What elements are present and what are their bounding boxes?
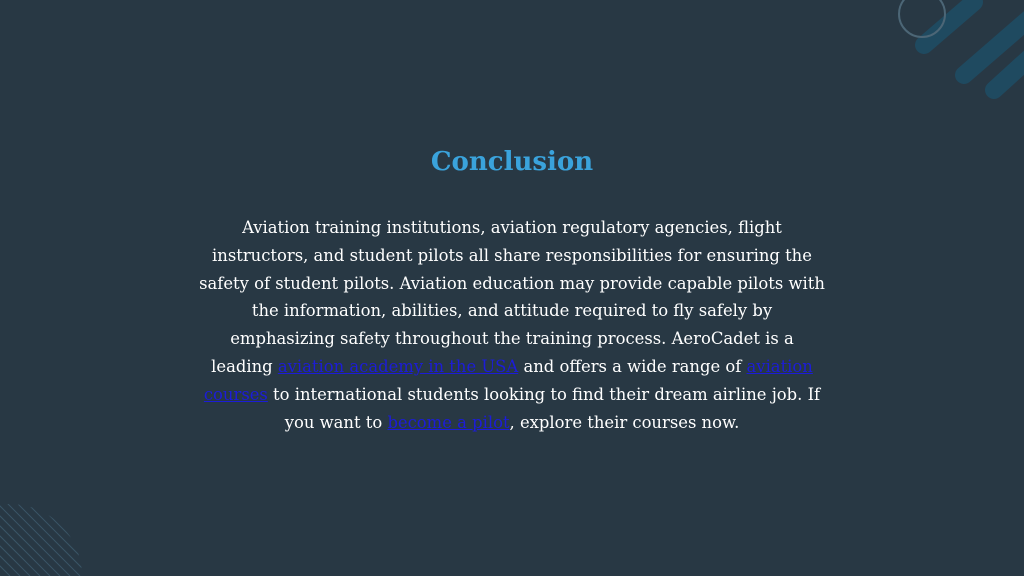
decorative-circle [899, 0, 945, 37]
conclusion-paragraph [197, 214, 827, 436]
link-aviation-academy[interactable]: aviation academy in the USA [277, 356, 519, 376]
paragraph-text-3: to international students looking to find their dream airline job. If you want to [267, 384, 821, 432]
link-become-a-pilot[interactable]: become a pilot [387, 412, 510, 432]
decorative-hatch-bottom-left [0, 486, 90, 576]
paragraph-text-4: , explore their courses now. [509, 412, 740, 432]
link-aviation-courses[interactable]: aviation courses [203, 356, 813, 404]
paragraph-text-1: Aviation training institutions, aviation regulatory agencies, flight instructors, and student pilots all share responsibilities for ensuring the safety of student pilots. Aviation education may provide capable pilots with the information, abilities, and attitude required to fly safely by emphasizing safety throughout the training process. AeroCadet is a leading [199, 218, 825, 376]
decorative-stripes-top-right [864, 0, 1024, 110]
paragraph-text-2: and offers a wide range of [518, 356, 747, 376]
slide-title: Conclusion [430, 147, 594, 177]
